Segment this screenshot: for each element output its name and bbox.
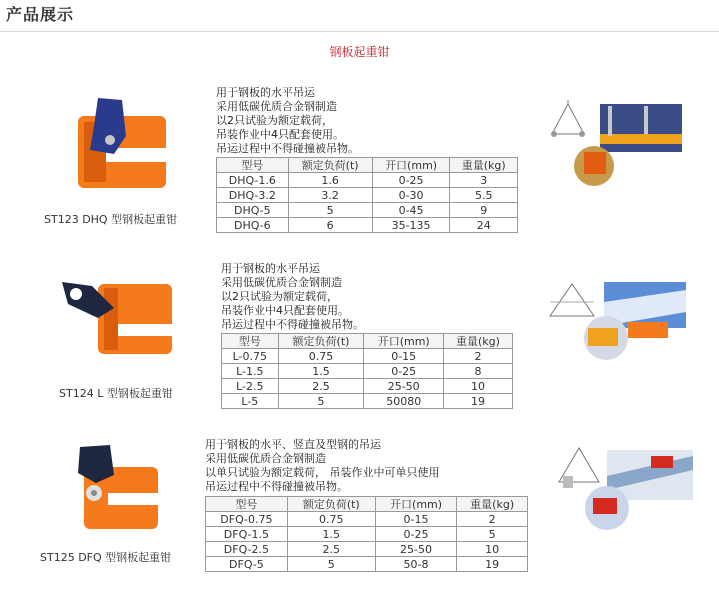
table-row xyxy=(217,203,518,218)
clamp-photo xyxy=(70,443,170,535)
table-cell: 5 xyxy=(287,557,375,572)
clamp-photo xyxy=(70,96,180,196)
table-cell: 9 xyxy=(450,203,518,218)
table-cell: DHQ-1.6 xyxy=(217,173,289,188)
table-cell: L-0.75 xyxy=(222,349,279,364)
description-line: 用于钢板的水平吊运 xyxy=(216,86,315,99)
column-header: 重量(kg) xyxy=(443,334,512,349)
table-cell: 2.5 xyxy=(278,379,364,394)
table-cell: 25-50 xyxy=(375,542,456,557)
section-heading: 钢板起重钳 xyxy=(329,45,390,59)
table-cell: 5 xyxy=(278,394,364,409)
spec-table xyxy=(221,333,513,409)
description-line: 用于钢板的水平、竖直及型钢的吊运 xyxy=(205,438,381,451)
table-cell: DHQ-3.2 xyxy=(217,188,289,203)
table-row xyxy=(206,527,528,542)
table-row xyxy=(206,542,528,557)
table-cell: 0.75 xyxy=(278,349,364,364)
table-cell: 0-15 xyxy=(364,349,444,364)
product-caption: ST125 DFQ 型钢板起重钳 xyxy=(40,551,172,564)
table-cell: 5 xyxy=(457,527,528,542)
table-row xyxy=(217,218,518,233)
table-cell: 35-135 xyxy=(372,218,450,233)
table-cell: 2 xyxy=(457,512,528,527)
column-header: 重量(kg) xyxy=(457,497,528,512)
table-row xyxy=(222,379,513,394)
table-cell: 0-15 xyxy=(375,512,456,527)
table-cell: DFQ-0.75 xyxy=(206,512,288,527)
table-cell: 3 xyxy=(450,173,518,188)
description-line: 吊运过程中不得碰撞被吊物。 xyxy=(205,480,348,493)
table-cell: L-5 xyxy=(222,394,279,409)
table-cell: 10 xyxy=(443,379,512,394)
description-line: 以单只试验为额定载荷， 吊装作业中可单只使用 xyxy=(205,466,440,479)
description-line: 采用低碳优质合金钢制造 xyxy=(221,276,342,289)
table-cell: 6 xyxy=(288,218,372,233)
product-caption: ST124 L 型钢板起重钳 xyxy=(59,387,173,400)
clamp-photo xyxy=(58,278,178,358)
spec-table xyxy=(205,496,528,572)
column-header: 额定负荷(t) xyxy=(278,334,364,349)
description-line: 吊装作业中4只配套使用。 xyxy=(221,304,349,317)
description-line: 吊运过程中不得碰撞被吊物。 xyxy=(216,142,359,155)
table-cell: 0.75 xyxy=(287,512,375,527)
column-header: 型号 xyxy=(217,158,289,173)
usage-illustration xyxy=(548,282,688,362)
product-description xyxy=(205,438,440,494)
table-cell: 0-25 xyxy=(375,527,456,542)
description-line: 吊装作业中4只配套使用。 xyxy=(216,128,344,141)
table-cell: 19 xyxy=(457,557,528,572)
description-line: 采用低碳优质合金钢制造 xyxy=(216,100,337,113)
table-cell: 2.5 xyxy=(287,542,375,557)
table-cell: DFQ-5 xyxy=(206,557,288,572)
table-cell: 1.5 xyxy=(278,364,364,379)
table-cell: 25-50 xyxy=(364,379,444,394)
table-cell: L-2.5 xyxy=(222,379,279,394)
table-cell: L-1.5 xyxy=(222,364,279,379)
title-divider xyxy=(0,31,719,32)
column-header: 开口(mm) xyxy=(375,497,456,512)
table-row xyxy=(217,173,518,188)
table-row xyxy=(217,188,518,203)
description-line: 采用低碳优质合金钢制造 xyxy=(205,452,326,465)
product-description xyxy=(216,86,359,156)
column-header: 重量(kg) xyxy=(450,158,518,173)
spec-table xyxy=(216,157,518,233)
table-cell: 3.2 xyxy=(288,188,372,203)
table-cell: DHQ-6 xyxy=(217,218,289,233)
usage-illustration xyxy=(548,100,686,188)
table-cell: 50-8 xyxy=(375,557,456,572)
description-line: 吊运过程中不得碰撞被吊物。 xyxy=(221,318,364,331)
table-cell: DFQ-2.5 xyxy=(206,542,288,557)
column-header: 型号 xyxy=(222,334,279,349)
table-header-row xyxy=(222,334,513,349)
table-row xyxy=(222,349,513,364)
table-cell: DHQ-5 xyxy=(217,203,289,218)
product-description xyxy=(221,262,364,332)
table-cell: 19 xyxy=(443,394,512,409)
column-header: 额定负荷(t) xyxy=(287,497,375,512)
table-header-row xyxy=(206,497,528,512)
column-header: 开口(mm) xyxy=(364,334,444,349)
table-cell: 24 xyxy=(450,218,518,233)
usage-illustration xyxy=(557,446,695,532)
table-cell: 0-45 xyxy=(372,203,450,218)
table-row xyxy=(206,557,528,572)
table-header-row xyxy=(217,158,518,173)
table-row xyxy=(206,512,528,527)
table-cell: 0-25 xyxy=(372,173,450,188)
description-line: 以2只试验为额定载荷， xyxy=(221,290,338,303)
table-cell: DFQ-1.5 xyxy=(206,527,288,542)
table-cell: 10 xyxy=(457,542,528,557)
column-header: 额定负荷(t) xyxy=(288,158,372,173)
page-title: 产品展示 xyxy=(6,5,75,24)
table-cell: 8 xyxy=(443,364,512,379)
table-cell: 0-30 xyxy=(372,188,450,203)
description-line: 以2只试验为额定载荷， xyxy=(216,114,333,127)
table-row xyxy=(222,364,513,379)
table-row xyxy=(222,394,513,409)
table-cell: 2 xyxy=(443,349,512,364)
table-cell: 5 xyxy=(288,203,372,218)
table-cell: 0-25 xyxy=(364,364,444,379)
product-caption: ST123 DHQ 型钢板起重钳 xyxy=(44,213,178,226)
table-cell: 5.5 xyxy=(450,188,518,203)
table-cell: 50080 xyxy=(364,394,444,409)
table-cell: 1.6 xyxy=(288,173,372,188)
column-header: 型号 xyxy=(206,497,288,512)
description-line: 用于钢板的水平吊运 xyxy=(221,262,320,275)
column-header: 开口(mm) xyxy=(372,158,450,173)
table-cell: 1.5 xyxy=(287,527,375,542)
